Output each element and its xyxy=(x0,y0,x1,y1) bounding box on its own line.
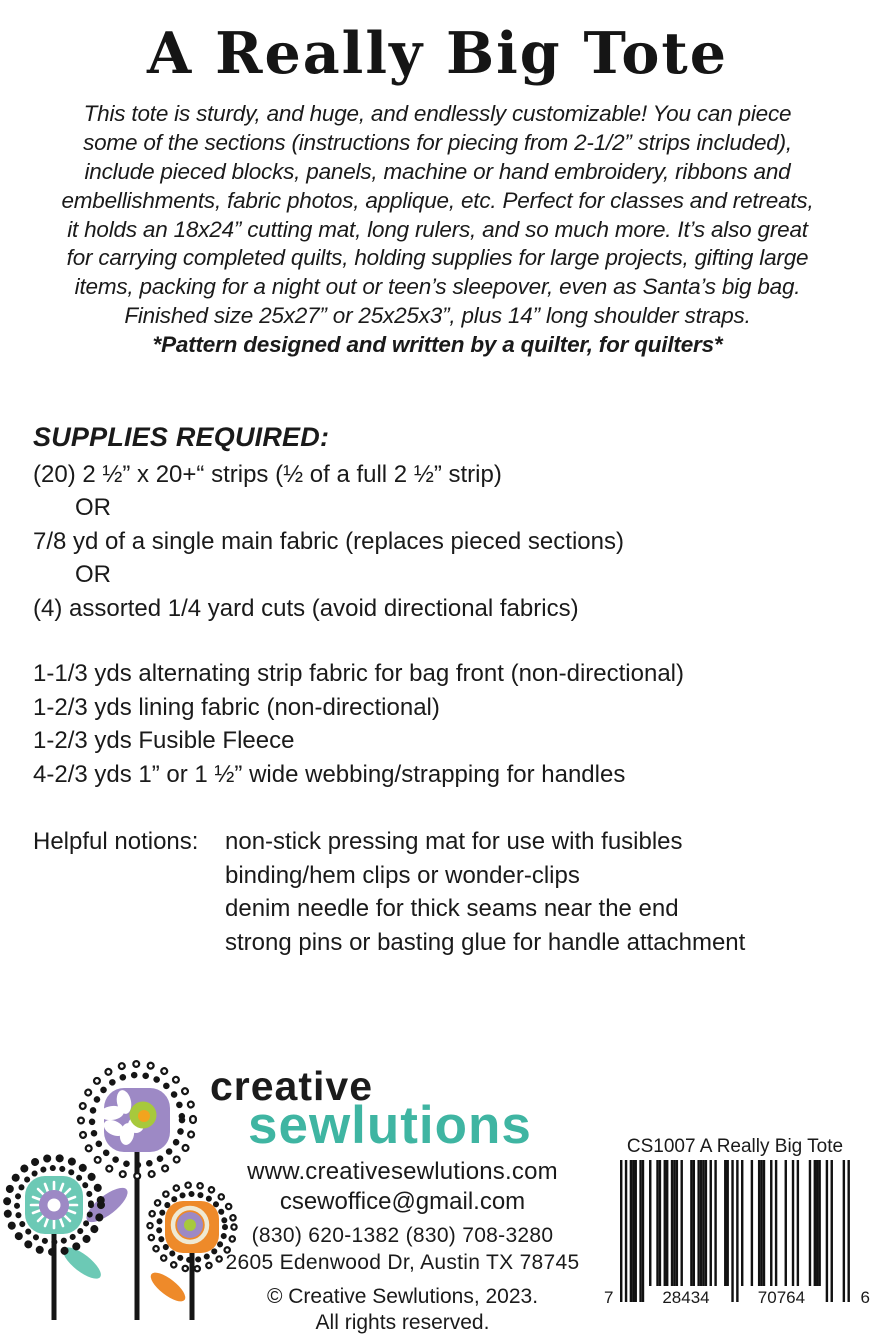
barcode-digit-lead: 7 xyxy=(604,1288,614,1307)
supply-option: OR xyxy=(75,494,111,522)
supply-option: (4) assorted 1/4 yard cuts (avoid directional fabrics) xyxy=(33,594,579,622)
copyright-line: © Creative Sewlutions, 2023. xyxy=(266,1285,539,1308)
supply-option: 7/8 yd of a single main fabric (replaces pieced sections) xyxy=(33,527,624,555)
orange-leaf xyxy=(147,1268,190,1306)
notions-list xyxy=(225,825,745,959)
intro-line: for carrying completed quilts, holding supplies for large projects, gifting large xyxy=(66,245,809,271)
rights-line: All rights reserved. xyxy=(315,1311,490,1334)
notions-section xyxy=(33,825,855,959)
intro-line: This tote is sturdy, and huge, and endlessly customizable! You can piece xyxy=(83,101,792,127)
barcode-digit-group2: 70764 xyxy=(757,1288,806,1307)
intro-line: items, packing for a night out or teen’s sleepover, even as Santa’s big bag. xyxy=(74,274,801,300)
intro-line: it holds an 18x24” cutting mat, long rulers, and so much more. It’s also great xyxy=(67,216,808,242)
yardage-item: 1-1/3 yds alternating strip fabric for bag front (non-directional) xyxy=(33,660,684,688)
yardage-item: 1-2/3 yds lining fabric (non-directional) xyxy=(33,693,440,721)
intro-line: include pieced blocks, panels, machine or hand embroidery, ribbons and xyxy=(84,158,791,184)
notion-item: non-stick pressing mat for use with fusibles xyxy=(225,828,683,856)
page-title: A Really Big Tote xyxy=(147,20,728,87)
notions-label: Helpful notions: xyxy=(33,828,199,856)
notion-item: denim needle for thick seams near the end xyxy=(225,895,679,923)
notion-item: strong pins or basting glue for handle attachment xyxy=(225,928,746,956)
yardage-item: 1-2/3 yds Fusible Fleece xyxy=(33,727,295,755)
supplies-options-list xyxy=(33,458,855,626)
website-url: www.creativesewlutions.com xyxy=(247,1158,558,1185)
barcode-label: CS1007 A Really Big Tote xyxy=(626,1136,844,1157)
yardage-list xyxy=(33,657,855,791)
barcode-bars xyxy=(606,1160,864,1304)
brand-block xyxy=(200,1063,605,1335)
intro-paragraph xyxy=(0,100,875,359)
pattern-back-cover xyxy=(0,20,875,1334)
barcode-digit-group1: 28434 xyxy=(662,1288,710,1307)
notion-item: binding/hem clips or wonder-clips xyxy=(225,861,580,889)
street-address: 2605 Edenwood Dr, Austin TX 78745 xyxy=(225,1251,580,1274)
yardage-item: 4-2/3 yds 1” or 1 ½” wide webbing/strapping for handles xyxy=(33,760,626,788)
barcode-digit-trail: 6 xyxy=(860,1288,870,1307)
upc-barcode xyxy=(604,1160,870,1307)
intro-line: some of the sections (instructions for piecing from 2-1/2” strips included), xyxy=(83,130,792,156)
flowers-illustration-icon xyxy=(0,1055,220,1320)
barcode-block xyxy=(602,1136,870,1307)
email-address: csewoffice@gmail.com xyxy=(279,1188,526,1215)
supply-option: OR xyxy=(75,561,111,589)
supplies-section xyxy=(33,420,855,960)
supplies-heading: SUPPLIES REQUIRED: xyxy=(33,421,330,452)
brand-name-sewlutions: sewlutions xyxy=(248,1096,532,1155)
intro-lines xyxy=(0,100,875,330)
designer-tagline: *Pattern designed and written by a quilter, for quilters* xyxy=(152,331,723,357)
phone-numbers: (830) 620-1382 (830) 708-3280 xyxy=(251,1224,554,1247)
brand-name-creative: creative xyxy=(210,1063,374,1109)
intro-line: embellishments, fabric photos, applique, etc. Perfect for classes and retreats, xyxy=(61,187,814,213)
intro-line: Finished size 25x27” or 25x25x3”, plus 14” long shoulder straps. xyxy=(124,302,751,328)
supply-option: (20) 2 ½” x 20+“ strips (½ of a full 2 ½” strip) xyxy=(33,460,502,488)
